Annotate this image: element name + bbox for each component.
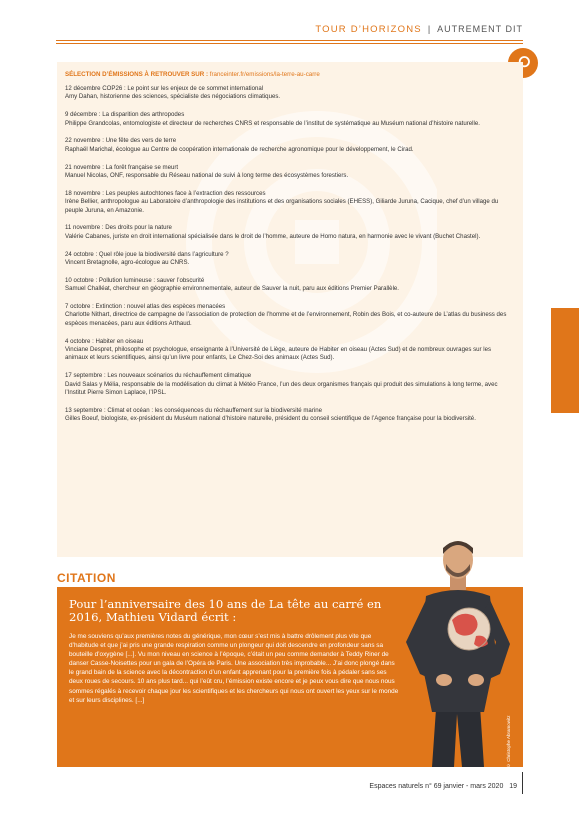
citation-heading: Pour l’anniversaire des 10 ans de La tête au carré en 2016, Mathieu Vidard écrit : <box>69 597 382 624</box>
list-item <box>65 224 515 241</box>
item-title: 13 septembre : Climat et océan : les conséquences du réchauffement sur la biodiversité marine <box>65 406 322 414</box>
header-separator: | <box>427 24 432 34</box>
item-description: Manuel Nicolas, ONF, responsable du Réseau national de suivi à long terme des écosystèmes forestiers. <box>65 172 349 180</box>
item-description: Raphaël Marichal, écologue au Centre de coopération internationale de recherche agronomique pour le développement, le Cirad. <box>65 145 414 153</box>
globe-icon <box>448 608 490 650</box>
running-header <box>315 21 523 37</box>
list-item <box>65 111 515 128</box>
list-item <box>65 164 515 181</box>
list-item <box>65 85 515 102</box>
item-title: 17 septembre : Les nouveaux scénarios du réchauffement climatique <box>65 372 252 380</box>
photo-credit: © Christophe Abramowitz <box>506 715 511 768</box>
item-title: 4 octobre : Habiter en oiseau <box>65 337 144 345</box>
list-item <box>65 338 515 363</box>
item-title: 7 octobre : Extinction : nouvel atlas des espèces menacées <box>65 303 226 311</box>
publication-info: Espaces naturels n° 69 janvier - mars 2020 <box>369 783 504 790</box>
item-description: Charlotte Nithart, directrice de campagne de l’association de protection de l’homme et de l’environnement, Robin des Bois, et co-auteure de L’atlas du business des espèces menacées, paru aux éditions Arthaud. <box>65 311 507 327</box>
selection-label: SÉLECTION D’ÉMISSIONS À RETROUVER SUR : <box>65 71 209 78</box>
selection-intro <box>65 70 515 79</box>
header-rule-bottom <box>56 43 523 44</box>
item-title: 21 novembre : La forêt française se meurt <box>65 163 179 171</box>
item-description: Amy Dahan, historienne des sciences, spécialiste des négociations climatiques. <box>65 93 281 101</box>
item-description: Vinciane Despret, philosophe et psychologue, enseignante à l’Université de Liège, auteure de Habiter en oiseau (Actes Sud) et de nombreux ouvrages sur les animaux et leurs scientifiques, ainsi qu’un livre pour enfants, Le Chez-Soi des animaux (Actes Sud). <box>65 346 492 362</box>
item-title: 9 décembre : La disparition des arthropodes <box>65 111 185 119</box>
subsection-title: AUTREMENT DIT <box>437 24 523 34</box>
item-description: Samuel Challéat, chercheur en géographie environnementale, auteur de Sauver la nuit, paru aux éditions Premier Parallèle. <box>65 285 400 293</box>
item-description: David Salas y Mélia, responsable de la modélisation du climat à Météo France, l’un des deux organismes français qui produit des simulations à long terme, avec l’Institut Pierre Simon Laplace, l’IPSL. <box>65 380 498 397</box>
section-title: TOUR D’HORIZONS <box>315 23 422 35</box>
presenter-photo <box>392 534 522 767</box>
page-footer <box>369 783 517 790</box>
list-item <box>65 372 515 397</box>
list-item <box>65 190 515 215</box>
list-item <box>65 407 515 424</box>
item-description: Gilles Boeuf, biologiste, ex-président du Muséum national d’histoire naturelle, président du conseil scientifique de l’Agence française pour la biodiversité. <box>65 415 476 423</box>
citation-label: CITATION <box>57 571 116 585</box>
person-figure-icon <box>406 541 510 767</box>
list-item <box>65 251 515 268</box>
page-number: 19 <box>509 783 517 790</box>
selection-url[interactable]: franceinter.fr/emissions/la-terre-au-carre <box>209 71 320 78</box>
item-description: Irène Bellier, anthropologue au Laboratoire d’anthropologie des institutions et des organisations sociales (EHESS), Giliarde Juruna, Cacique, chef d’un village du peuple Juruna, en Amazonie. <box>65 198 499 214</box>
list-item <box>65 303 515 328</box>
item-description: Vincent Bretagnolle, agro-écologue au CNRS. <box>65 259 190 267</box>
list-item <box>65 137 515 154</box>
item-title: 22 novembre : Une fête des vers de terre <box>65 137 177 145</box>
item-description: Valérie Cabanes, juriste en droit international spécialisée dans le droit de l’homme, auteure de Homo natura, en harmonie avec le vivant (Buchet Chastel). <box>65 232 481 240</box>
item-title: 11 novembre : Des droits pour la nature <box>65 224 172 232</box>
item-description: Philippe Grandcolas, entomologiste et directeur de recherches CNRS et responsable de l’institut de systématique au Muséum national d’histoire naturelle. <box>65 119 480 127</box>
citation-body: Je me souviens qu’aux premières notes du générique, mon cœur s’est mis à battre drôlement plus vite que d’habitude et que j’ai pris une grande respiration comme un plongeur qui doit descendre en profondeur sans sa bouteille d’oxygène [...]. Vu mon niveau en science à l’époque, c’était un peu comme demander à Teddy Riner de danser Casse-Noisettes pour un gala de l’Opéra de Paris. Une association très improbable... J’ai donc plongé dans le grand bain de la science avec la décontraction d’un enfant apprenant pour la première fois à pédaler sans ses deux roues de secours. 10 ans plus tard... qui l’eût cru, l’émission existe encore et je peux vous dire que nous nous sommes régalés à recevoir chaque jour les scientifiques et les chercheurs qui nous ont ouvert les yeux sur le monde et sur leurs disciplines. [...] <box>69 633 399 704</box>
footer-rule <box>522 772 523 794</box>
emission-selection-panel <box>57 62 523 557</box>
page-edge-tab <box>551 308 579 413</box>
list-item <box>65 277 515 294</box>
header-rule <box>56 40 523 41</box>
item-title: 18 novembre : Les peuples autochtones face à l’extraction des ressources <box>65 189 266 197</box>
item-title: 24 octobre : Quel rôle joue la biodiversité dans l’agriculture ? <box>65 250 229 258</box>
item-title: 10 octobre : Pollution lumineuse : sauver l’obscurité <box>65 276 205 284</box>
item-title: 12 décembre COP26 : Le point sur les enjeux de ce sommet international <box>65 85 264 92</box>
